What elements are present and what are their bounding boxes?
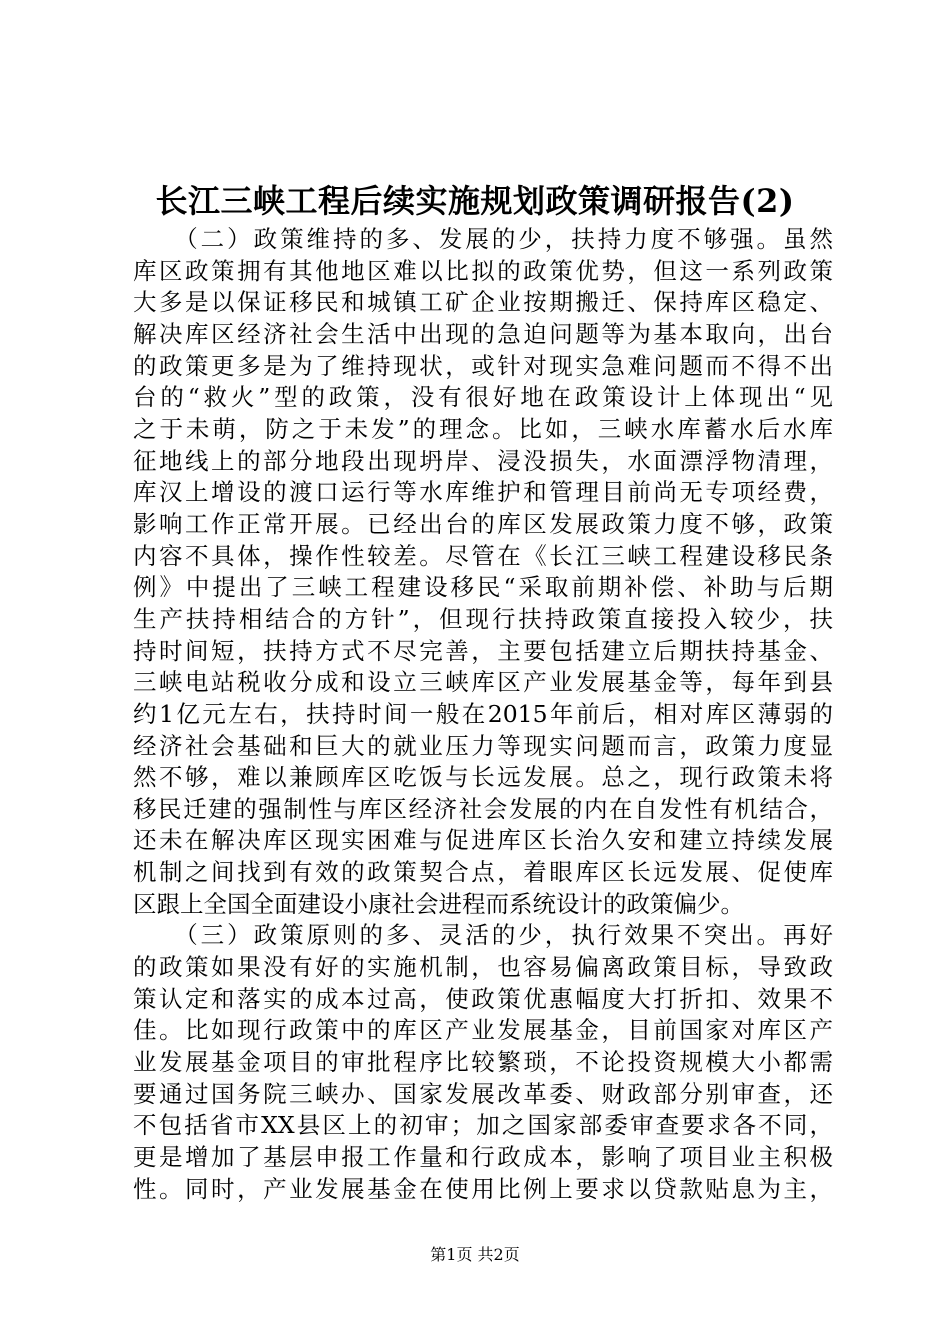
body-line: 解决库区经济社会生活中出现的急迫问题等为基本取向，出台	[133, 319, 833, 348]
body-line: 库区政策拥有其他地区难以比拟的政策优势，但这一系列政策	[133, 256, 833, 285]
body-line: 影响工作正常开展。已经出台的库区发展政策力度不够，政策	[133, 509, 833, 538]
body-line: 要通过国务院三峡办、国家发展改革委、财政部分别审查，还	[133, 1079, 833, 1108]
body-line: 区跟上全国全面建设小康社会进程而系统设计的政策偏少。	[133, 889, 744, 918]
body-line: 约1亿元左右，扶持时间一般在2015年前后，相对库区薄弱的	[133, 699, 833, 728]
body-line: 三峡电站税收分成和设立三峡库区产业发展基金等，每年到县	[133, 668, 833, 697]
page-footer: 第1页 共2页	[430, 1245, 520, 1264]
body-line: 策认定和落实的成本过高，使政策优惠幅度大打折扣、效果不	[133, 984, 833, 1013]
body-line: 的政策更多是为了维持现状，或针对现实急难问题而不得不出	[133, 351, 833, 380]
body-line: 生产扶持相结合的方针”，但现行扶持政策直接投入较少，扶	[133, 604, 833, 633]
body-line: 例》中提出了三峡工程建设移民“采取前期补偿、补助与后期	[133, 573, 833, 602]
body-line: 业发展基金项目的审批程序比较繁琐，不论投资规模大小都需	[133, 1048, 833, 1077]
body-line: 然不够，难以兼顾库区吃饭与长远发展。总之，现行政策未将	[133, 763, 833, 792]
body-line: 不包括省市XX县区上的初审；加之国家部委审查要求各不同，	[133, 1111, 833, 1140]
body-line: 性。同时，产业发展基金在使用比例上要求以贷款贴息为主，	[133, 1174, 833, 1203]
body-line: 机制之间找到有效的政策契合点，着眼库区长远发展、促使库	[133, 858, 833, 887]
body-line: 内容不具体，操作性较差。尽管在《长江三峡工程建设移民条	[133, 541, 833, 570]
body-line: 库汉上增设的渡口运行等水库维护和管理目前尚无专项经费，	[133, 478, 833, 507]
body-line: 还未在解决库区现实困难与促进库区长治久安和建立持续发展	[133, 826, 833, 855]
body-line: （三）政策原则的多、灵活的少，执行效果不突出。再好	[133, 921, 833, 950]
body-line: 经济社会基础和巨大的就业压力等现实问题而言，政策力度显	[133, 731, 833, 760]
body-line: 移民迁建的强制性与库区经济社会发展的内在自发性有机结合，	[133, 794, 833, 823]
body-line: 持时间短，扶持方式不尽完善，主要包括建立后期扶持基金、	[133, 636, 833, 665]
body-line: 之于未萌，防之于未发”的理念。比如，三峡水库蓄水后水库	[133, 414, 833, 443]
body-line: 的政策如果没有好的实施机制，也容易偏离政策目标，导致政	[133, 953, 833, 982]
body-line: 佳。比如现行政策中的库区产业发展基金，目前国家对库区产	[133, 1016, 833, 1045]
body-line: 征地线上的部分地段出现坍岸、浸没损失，水面漂浮物清理，	[133, 446, 833, 475]
document-title: 长江三峡工程后续实施规划政策调研报告(2)	[155, 182, 795, 220]
body-line: 更是增加了基层申报工作量和行政成本，影响了项目业主积极	[133, 1143, 833, 1172]
body-line: （二）政策维持的多、发展的少，扶持力度不够强。虽然	[133, 225, 833, 253]
body-line: 大多是以保证移民和城镇工矿企业按期搬迁、保持库区稳定、	[133, 288, 833, 317]
document-body	[133, 224, 833, 1205]
body-line: 台的“救火”型的政策，没有很好地在政策设计上体现出“见	[133, 383, 833, 412]
